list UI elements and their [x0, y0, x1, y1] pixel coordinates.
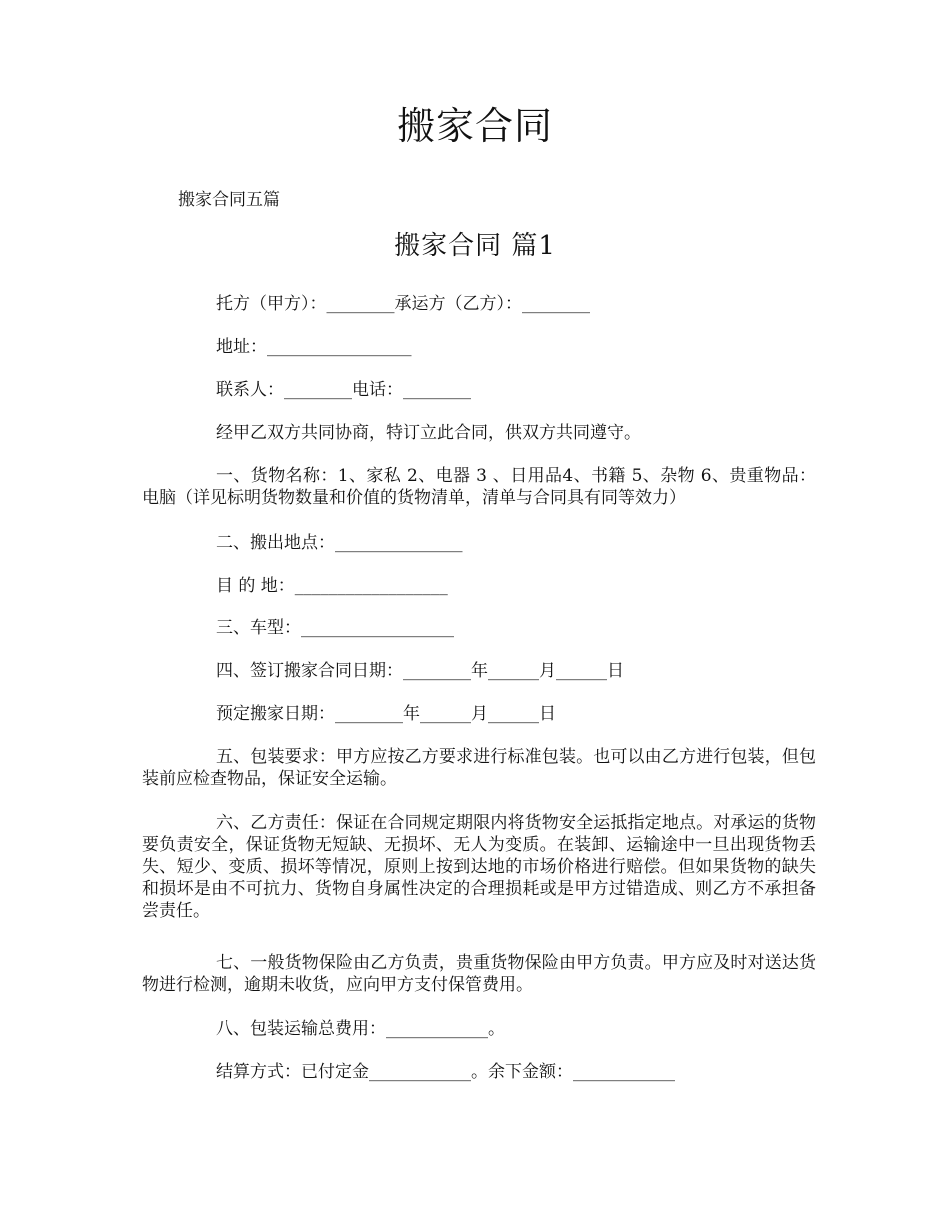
paragraph-parties: 托方（甲方）：________承运方（乙方）：________ [216, 294, 590, 314]
document-subtitle: 搬家合同五篇 [178, 190, 280, 210]
paragraph-sign-date: 四、签订搬家合同日期：________年______月______日 [216, 661, 624, 681]
paragraph-intro: 经甲乙双方共同协商，特订立此合同，供双方共同遵守。 [216, 423, 641, 443]
paragraph-settlement: 结算方式：已付定金____________。余下金额：____________ [216, 1062, 675, 1082]
paragraph-total-fee: 八、包装运输总费用：____________。 [216, 1019, 505, 1039]
paragraph-move-date: 预定搬家日期：________年______月______日 [216, 704, 556, 724]
paragraph-carrier-duty: 六、乙方责任：保证在合同规定期限内将货物安全运抵指定地点。对承运的货物要负责安全，保证货物无短缺、无损坏、无人为变质。在装卸、运输途中一旦出现货物丢失、短少、变质、损坏等情况，原则上按到达地的市场价格进行赔偿。但如果货物的缺失和损坏是由不可抗力、货物自身属性决定的合理损耗或是甲方过错造成、则乙方不承担备尝责任。 [142, 813, 816, 921]
paragraph-insurance: 七、一般货物保险由乙方负责，贵重货物保险由甲方负责。甲方应及时对送达货物进行检测，逾期未收货，应向甲方支付保管费用。 [142, 953, 816, 995]
paragraph-goods: 一、货物名称：1、家私 2、电器 3 、日用品4、书籍 5、杂物 6、贵重物品：电脑（详见标明货物数量和价值的货物清单，清单与合同具有同等效力） [142, 466, 816, 508]
paragraph-packing: 五、包装要求：甲方应按乙方要求进行标准包装。也可以由乙方进行包装，但包装前应检查物品，保证安全运输。 [142, 747, 816, 789]
section-title: 搬家合同 篇1 [394, 231, 556, 261]
paragraph-vehicle: 三、车型：__________________ [216, 618, 454, 638]
paragraph-origin: 二、搬出地点：_______________ [216, 533, 463, 553]
paragraph-contact: 联系人：________电话：________ [216, 380, 471, 400]
document-title: 搬家合同 [396, 104, 553, 148]
paragraph-destination: 目 的 地：__________________ [216, 576, 448, 596]
paragraph-address: 地址：_________________ [216, 337, 412, 357]
